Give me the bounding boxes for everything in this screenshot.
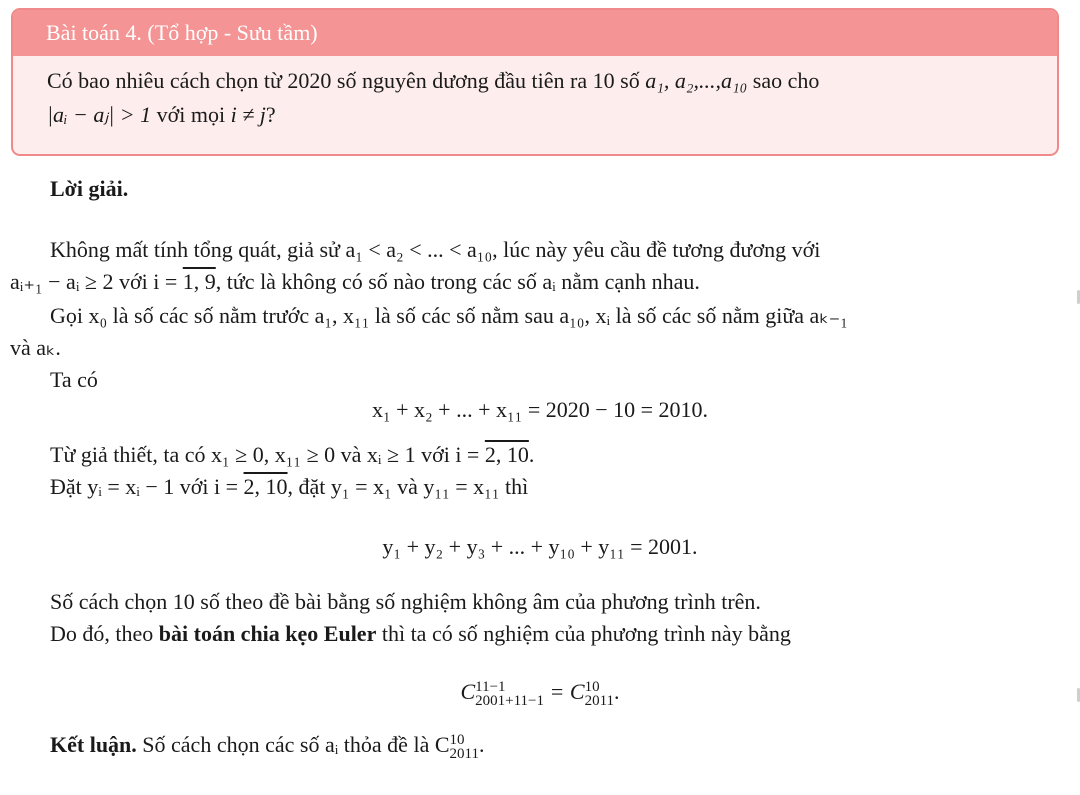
eq3-c: C [460,679,476,704]
conclusion-text: Số cách chọn các số aᵢ thỏa đề là C [136,732,450,757]
problem-text-2-end: ? [265,102,276,127]
paragraph-1a: Không mất tính tổng quát, giả sử a₁ < a₂ < ... < a₁₀, lúc này yêu cầu đề tương đương với [50,237,821,262]
p1b-pre: aᵢ₊₁ − aᵢ ≥ 2 với i = [10,269,183,294]
paragraph-4 [50,441,534,469]
paragraph-7 [50,620,791,648]
p7-bold-term: bài toán chia kẹo Euler [158,621,377,646]
eq3-mid: = C [544,679,585,704]
equation-3 [0,676,1080,708]
p4-range: 2, 10 [484,442,529,467]
p7-post: thì ta có số nghiệm của phương trình này bằng [376,621,791,646]
problem-line-1 [47,64,1057,98]
eq3-end: . [614,679,620,704]
problem-statement [13,56,1057,132]
eq3-indices-2 [585,680,614,708]
problem-header: Bài toán 4. (Tổ hợp - Sưu tầm) [13,10,1057,56]
conclusion-end: . [478,732,485,757]
eq3-indices [475,680,544,708]
problem-box [11,8,1059,156]
problem-text-2: với mọi [151,102,231,127]
problem-math: a₁, a₂,...,a₁₀ [645,68,748,93]
paragraph-3: Ta có [50,367,98,392]
problem-math-3: i ≠ j [230,102,266,127]
p1b-range: 1, 9 [182,269,216,294]
conclusion-sup: 10 [449,731,465,748]
problem-math-2: |aᵢ − aⱼ| > 1 [47,102,152,127]
problem-line-2 [47,98,1057,132]
paragraph-2a: Gọi x₀ là số các số nằm trước a₁, x₁₁ là số các số nằm sau a₁₀, xᵢ là số các số nằm giữa aₖ₋₁ [50,303,848,328]
paragraph-6: Số cách chọn 10 số theo đề bài bằng số nghiệm không âm của phương trình trên. [50,589,761,614]
problem-text-end: sao cho [747,68,820,93]
eq3-sup2: 10 [584,678,600,695]
paragraph-2b: và aₖ. [10,335,61,360]
problem-text: Có bao nhiêu cách chọn từ 2020 số nguyên dương đầu tiên ra 10 số [47,68,646,93]
conclusion [50,729,484,761]
p4-pre: Từ giả thiết, ta có x₁ ≥ 0, x₁₁ ≥ 0 và xᵢ ≥ 1 với i = [50,442,485,467]
eq3-sup: 11−1 [475,678,506,695]
eq3-sub: 2001+11−1 [475,692,545,709]
conclusion-label: Kết luận. [50,732,137,757]
paragraph-5 [50,473,528,501]
equation-2: y₁ + y₂ + y₃ + ... + y₁₀ + y₁₁ = 2001. [382,534,698,559]
p5-post: , đặt y₁ = x₁ và y₁₁ = x₁₁ thì [287,474,529,499]
eq3-sub2: 2011 [584,692,615,709]
paragraph-1b [10,268,700,296]
equation-1: x₁ + x₂ + ... + x₁₁ = 2020 − 10 = 2010. [371,397,709,422]
p5-range: 2, 10 [243,474,288,499]
p1b-post: , tức là không có số nào trong các số aᵢ nằm cạnh nhau. [215,269,700,294]
p4-post: . [528,442,535,467]
p7-pre: Do đó, theo [50,621,159,646]
p5-pre: Đặt yᵢ = xᵢ − 1 với i = [50,474,244,499]
solution-heading: Lời giải. [50,176,129,201]
conclusion-sub: 2011 [449,745,479,762]
conclusion-indices [450,733,479,761]
